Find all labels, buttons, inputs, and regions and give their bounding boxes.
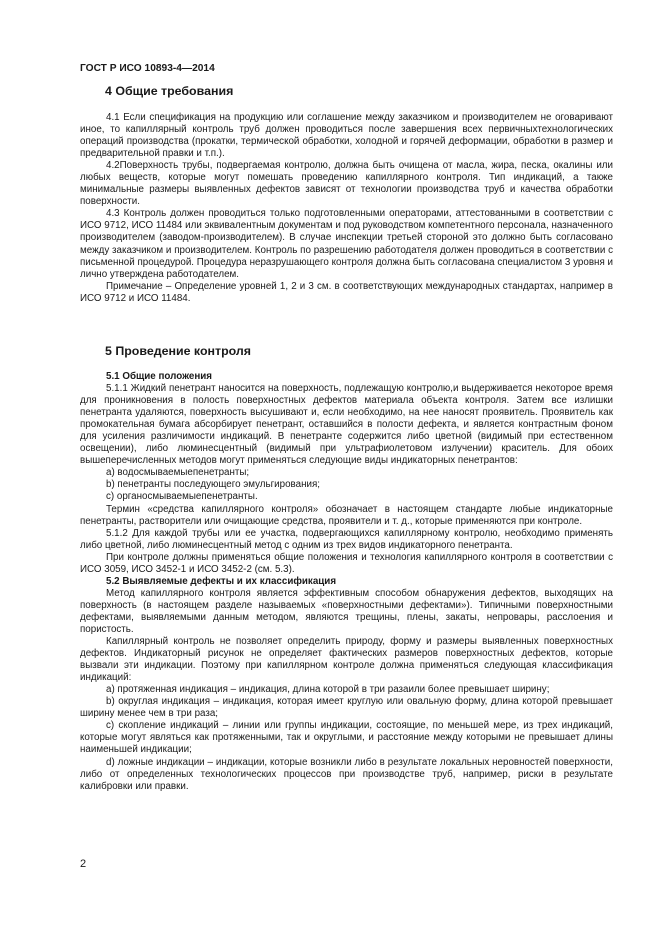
document-header: ГОСТ Р ИСО 10893-4—2014 <box>80 63 215 74</box>
paragraph-5-1-1: 5.1.1 Жидкий пенетрант наносится на поверхность, подлежащую контролю,и выдерживается некоторое время для проникновения в полость поверхностных дефектов материала объекта контроля. Затем все излишки пенетранта удаляются, поверхность высушивают и, если необходимо, на нее наносят проявитель. Проявитель как промокательная бумага абсорбирует пенетрант, оставшийся в полости дефекта, и является контрастным фоном для усиления различимости индикаций. В пенетранте содержится либо цветной (видимый при естественном освещении), либо люминесцентный (видимый при ультрафиолетовом излучении) краситель. Для обоих вышеперечисленных методов могут применяться следующие виды индикаторных пенетрантов: <box>80 383 613 467</box>
section-5-body <box>80 371 613 793</box>
paragraph-5-2-2: Капиллярный контроль не позволяет определить природу, форму и размеры выявленных поверхностных дефектов. Индикаторный рисунок не определяет фактических размеров поверхностных дефектов, которые вызвали эти индикации. Поэтому при капиллярном контроле должна применяться следующая классификация индикаций: <box>80 636 613 684</box>
paragraph-5-2-1: Метод капиллярного контроля является эффективным способом обнаружения дефектов, выходящих на поверхность (в настоящем разделе называемых «поверхностными дефектами»). Типичными поверхностными дефектами, выявляемыми данным методом, являются трещины, плены, закаты, непровары, расслоения и пористость. <box>80 587 613 635</box>
section-4-title: 4 Общие требования <box>105 84 234 98</box>
page-number: 2 <box>80 858 87 870</box>
subsection-5-1-title: 5.1 Общие положения <box>106 371 213 382</box>
paragraph-4-3: 4.3 Контроль должен проводиться только подготовленными операторами, аттестованными в соответствии с ИСО 9712, ИСО 11484 или эквивалентным документам и под руководством компетентного персонала, назначенного производителем (заводом-производителем). В случае инспекции третьей стороной это должно быть согласовано между заказчиком и производителем. Контроль по разрешению работодателя должен проводиться в соответствии с письменной процедурой. Процедура неразрушающего контроля должна быть согласована специалистом 3 уровня и лично утверждена работодателем. <box>80 208 613 280</box>
paragraph-rules: При контроле должны применяться общие положения и технология капиллярного контроля в соответствии с ИСО 3059, ИСО 3452-1 и ИСО 3452-2 (см. 5.3). <box>80 551 613 575</box>
paragraph-5-1-2: 5.1.2 Для каждой трубы или ее участка, подвергающихся капиллярному контролю, необходимо применять либо цветной, либо люминесцентный метод с одним из трех видов индикаторного пенетранта. <box>80 527 613 551</box>
section-4-body <box>80 112 613 305</box>
list-item-b: b) пенетранты последующего эмульгирования; <box>106 479 321 491</box>
note-4: Примечание – Определение уровней 1, 2 и 3 см. в соответствующих международных стандартах, например в ИСО 9712 и ИСО 11484. <box>80 280 613 304</box>
paragraph-term: Термин «средства капиллярного контроля» обозначает в настоящем стандарте любые индикаторные пенетранты, растворители или очищающие средства, проявители и т. д., которые применяются при контроле. <box>80 503 613 527</box>
classification-c: c) скопление индикаций – линии или группы индикации, состоящие, по меньшей мере, из трех индикаций, которые могут являться как протяженными, так и округлыми, и расстояние между которыми не превышает длины наименьшей индикации; <box>80 720 613 756</box>
subsection-5-2-title: 5.2 Выявляемые дефекты и их классификация <box>106 575 337 587</box>
classification-a: a) протяженная индикация – индикация, длина которой в три разаили более превышает ширину; <box>106 684 550 696</box>
paragraph-4-1: 4.1 Если спецификация на продукцию или соглашение между заказчиком и производителем не оговаривают иное, то капиллярный контроль труб должен проводиться после завершения всех первичныхтехнологических операций производства (прокатки, термической обработки, холодной и горячей деформации, обработки в размер и предварительной правки и т.п.). <box>80 112 613 160</box>
section-5-title: 5 Проведение контроля <box>105 344 252 358</box>
classification-d: d) ложные индикации – индикации, которые возникли либо в результате локальных неровностей поверхности, либо от определенных технологических процессов при производстве труб, например, риски в результате калибровки или правки. <box>80 756 613 792</box>
classification-b: b) округлая индикация – индикация, которая имеет круглую или овальную форму, длина которой превышает ширину менее чем в три раза; <box>80 696 613 720</box>
list-item-a: a) водосмываемыепенетранты; <box>106 467 250 479</box>
paragraph-4-2: 4.2Поверхность трубы, подвергаемая контролю, должна быть очищена от масла, жира, песка, окалины или любых веществ, которые могут помешать проведению капиллярного контроля. Тип индикаций, а также минимальные размеры выявленных дефектов зависят от технологии производства труб и качества обработки поверхности. <box>80 160 613 208</box>
list-item-c: c) органосмываемыепенетранты. <box>106 491 258 503</box>
